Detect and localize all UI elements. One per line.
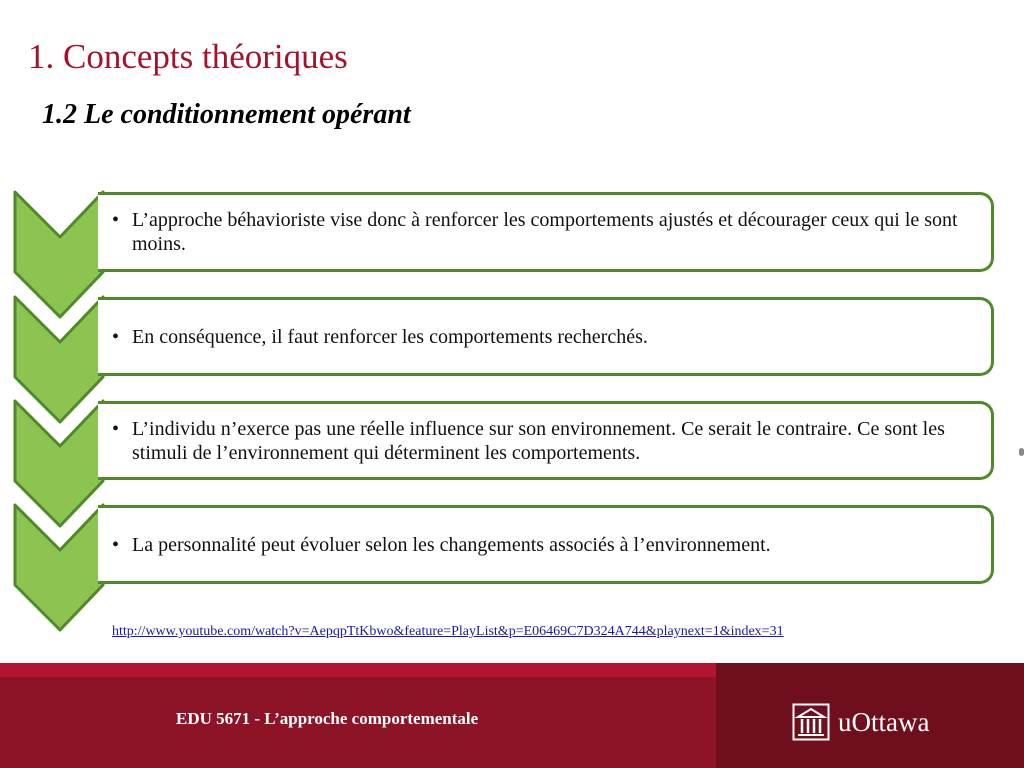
edge-mark (1019, 448, 1024, 456)
bullet-marker: • (112, 533, 120, 556)
youtube-link[interactable]: http://www.youtube.com/watch?v=AepqpTtKbwo&feature=PlayList&p=E06469C7D324A744&playnext=1&index=31 (112, 624, 784, 639)
bullet-marker: • (112, 325, 120, 348)
bullet-box-4 (98, 505, 994, 584)
bullet-box-3 (98, 401, 994, 480)
bullet-item-2 (98, 325, 666, 349)
chevron-1 (15, 192, 103, 317)
footer-course-title: EDU 5671 - L’approche comportementale (176, 709, 479, 728)
logo-text: uOttawa (838, 706, 930, 737)
bullet-text-1: L’approche béhavioriste vise donc à renforcer les comportements ajustés et décourager ceux qui le sont moins. (132, 209, 958, 255)
bullet-text-2: En conséquence, il faut renforcer les comportements recherchés. (132, 325, 648, 348)
slide-title: 1. Concepts théoriques (28, 37, 348, 76)
uottawa-logo (792, 703, 929, 741)
bullet-box-1 (98, 192, 994, 272)
bullet-text-3: L’individu n’exerce pas une réelle influence sur son environnement. Ce serait le contraire. Ce sont les stimuli de l’environnement qui déterminent les comportements. (132, 417, 945, 464)
slide-subtitle: 1.2 Le conditionnement opérant (42, 99, 411, 130)
building-icon (792, 703, 830, 741)
bullet-marker: • (112, 209, 120, 231)
bullet-item-1 (98, 208, 991, 256)
bullet-item-3 (98, 417, 991, 465)
bullet-item-4 (98, 533, 789, 557)
bullet-box-2 (98, 297, 994, 376)
bullet-marker: • (112, 417, 120, 440)
bullet-text-4: La personnalité peut évoluer selon les changements associés à l’environnement. (132, 533, 771, 556)
